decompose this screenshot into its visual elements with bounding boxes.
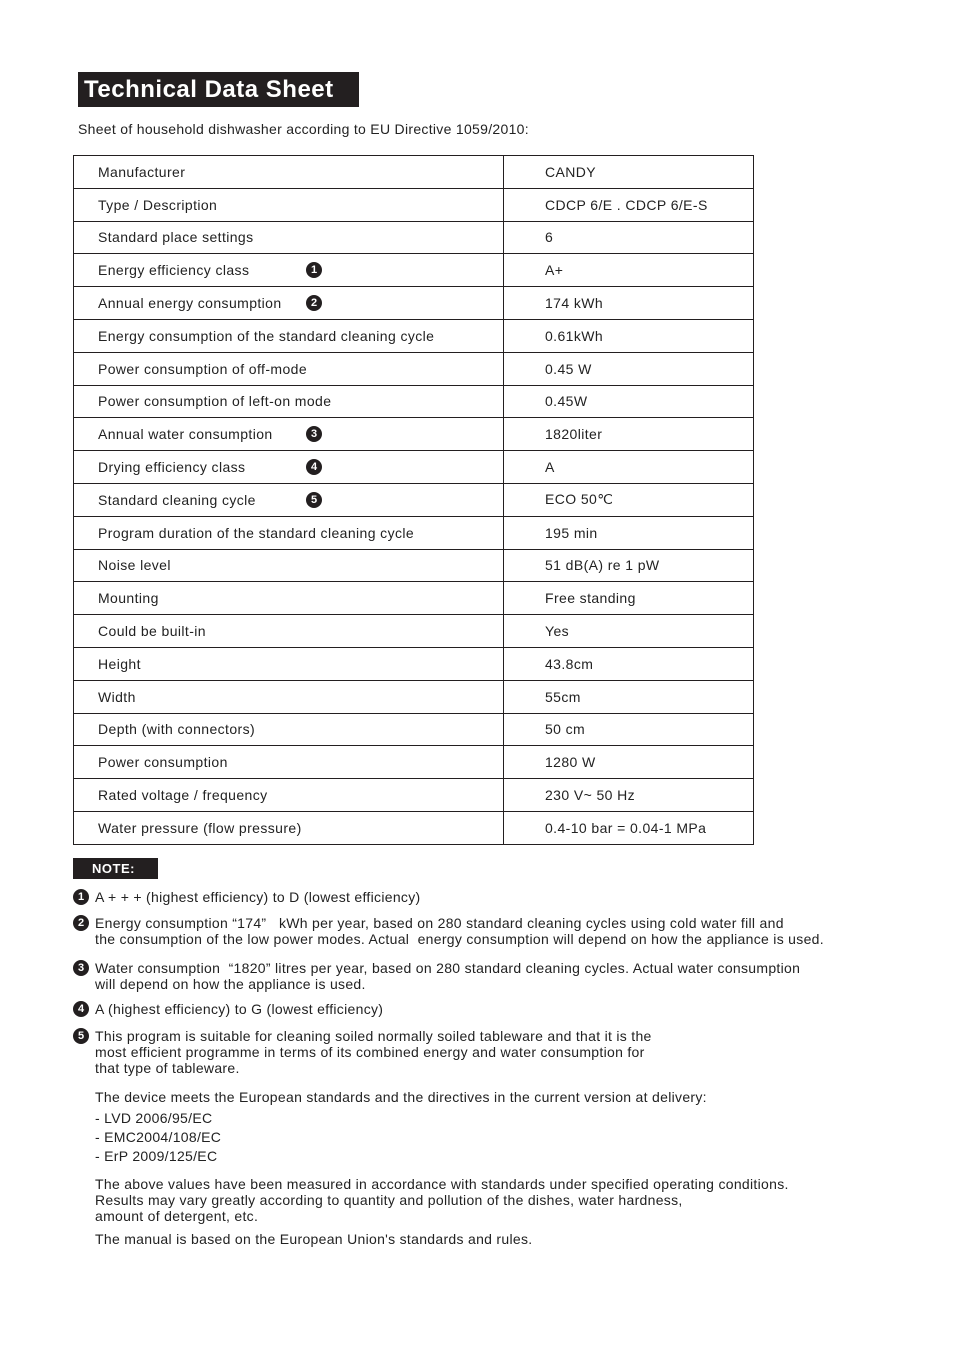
footnote-badge: 3 xyxy=(306,426,322,442)
spec-row xyxy=(74,549,754,582)
spec-label: Standard cleaning cycle xyxy=(98,491,256,508)
note-item xyxy=(73,960,800,992)
spec-value: 51 dB(A) re 1 pW xyxy=(504,549,754,582)
spec-value: 43.8cm xyxy=(504,647,754,680)
note-text xyxy=(95,915,824,947)
note-item xyxy=(73,1001,383,1017)
spec-label-cell xyxy=(74,483,504,516)
note-line: will depend on how the appliance is used. xyxy=(95,976,366,992)
spec-label-cell xyxy=(74,615,504,648)
spec-row xyxy=(74,156,754,189)
spec-label: Mounting xyxy=(98,590,159,607)
spec-value: 1280 W xyxy=(504,746,754,779)
spec-label: Drying efficiency class xyxy=(98,459,246,476)
footnote-badge: 1 xyxy=(306,262,322,278)
spec-label: Rated voltage / frequency xyxy=(98,787,268,804)
spec-row xyxy=(74,352,754,385)
disclaimer xyxy=(95,1176,789,1224)
spec-table xyxy=(73,155,754,845)
spec-label-cell xyxy=(74,156,504,189)
spec-label: Program duration of the standard cleaning cycle xyxy=(98,524,415,541)
spec-label-cell xyxy=(74,418,504,451)
spec-row xyxy=(74,779,754,812)
spec-label: Depth (with connectors) xyxy=(98,721,256,738)
spec-value: A+ xyxy=(504,254,754,287)
page-title: Technical Data Sheet xyxy=(78,72,359,107)
footnote-badge: 5 xyxy=(306,492,322,508)
spec-label-cell xyxy=(74,779,504,812)
spec-label-cell xyxy=(74,811,504,844)
spec-label-cell xyxy=(74,680,504,713)
spec-value: 0.61kWh xyxy=(504,319,754,352)
spec-label: Annual energy consumption xyxy=(98,295,282,312)
standards-block xyxy=(95,1089,707,1166)
footnote-badge: 1 xyxy=(73,889,89,905)
footer-note: The manual is based on the European Union's standards and rules. xyxy=(95,1231,533,1247)
page-subtitle: Sheet of household dishwasher according to EU Directive 1059/2010: xyxy=(78,121,529,137)
note-text xyxy=(95,889,420,905)
spec-label-cell xyxy=(74,385,504,418)
footnote-badge: 3 xyxy=(73,960,89,976)
note-item xyxy=(73,889,420,905)
spec-value: 0.45W xyxy=(504,385,754,418)
spec-label: Noise level xyxy=(98,557,171,574)
spec-value: Free standing xyxy=(504,582,754,615)
spec-label-cell xyxy=(74,549,504,582)
spec-value: 6 xyxy=(504,221,754,254)
note-item xyxy=(73,915,824,947)
spec-label: Energy consumption of the standard cleaning cycle xyxy=(98,327,435,344)
spec-row xyxy=(74,385,754,418)
spec-row xyxy=(74,615,754,648)
spec-label: Energy efficiency class xyxy=(98,262,250,279)
spec-label-cell xyxy=(74,647,504,680)
spec-label-cell xyxy=(74,713,504,746)
spec-label: Power consumption xyxy=(98,754,228,771)
footnote-badge: 4 xyxy=(306,459,322,475)
spec-label: Height xyxy=(98,655,141,672)
spec-label: Standard place settings xyxy=(98,229,254,246)
note-heading: NOTE: xyxy=(73,858,158,879)
spec-label: Type / Description xyxy=(98,196,218,213)
note-line: This program is suitable for cleaning soiled normally soiled tableware and that it is the xyxy=(95,1028,652,1044)
spec-row xyxy=(74,647,754,680)
spec-label: Manufacturer xyxy=(98,163,186,180)
spec-label: Water pressure (flow pressure) xyxy=(98,819,302,836)
spec-label-cell xyxy=(74,287,504,320)
spec-value: 230 V~ 50 Hz xyxy=(504,779,754,812)
standards-intro: The device meets the European standards and the directives in the current version at delivery: xyxy=(95,1089,707,1105)
spec-value: 55cm xyxy=(504,680,754,713)
spec-value: CANDY xyxy=(504,156,754,189)
spec-row xyxy=(74,582,754,615)
spec-row xyxy=(74,516,754,549)
note-line: the consumption of the low power modes. Actual energy consumption will depend on how the appliance is used. xyxy=(95,931,824,947)
disclaimer-line: Results may vary greatly according to quantity and pollution of the dishes, water hardness, xyxy=(95,1192,683,1208)
spec-label: Power consumption of off-mode xyxy=(98,360,308,377)
spec-label-cell xyxy=(74,352,504,385)
spec-row xyxy=(74,221,754,254)
spec-value: 0.4-10 bar = 0.04-1 MPa xyxy=(504,811,754,844)
note-text xyxy=(95,1028,652,1076)
spec-value: Yes xyxy=(504,615,754,648)
spec-row xyxy=(74,713,754,746)
note-line: A + + + (highest efficiency) to D (lowest efficiency) xyxy=(95,889,421,905)
spec-label: Power consumption of left-on mode xyxy=(98,393,332,410)
spec-label-cell xyxy=(74,254,504,287)
spec-label: Could be built-in xyxy=(98,623,206,640)
spec-label-cell xyxy=(74,451,504,484)
spec-value: CDCP 6/E . CDCP 6/E-S xyxy=(504,188,754,221)
standard-item: - LVD 2006/95/EC xyxy=(95,1110,213,1126)
standard-item: - ErP 2009/125/EC xyxy=(95,1148,218,1164)
footnote-badge: 5 xyxy=(73,1028,89,1044)
spec-row xyxy=(74,188,754,221)
spec-label-cell xyxy=(74,188,504,221)
spec-row xyxy=(74,254,754,287)
footnote-badge: 2 xyxy=(73,915,89,931)
note-line: that type of tableware. xyxy=(95,1060,240,1076)
note-line: A (highest efficiency) to G (lowest efficiency) xyxy=(95,1001,384,1017)
spec-row xyxy=(74,680,754,713)
spec-value: 0.45 W xyxy=(504,352,754,385)
spec-row xyxy=(74,418,754,451)
spec-value: 1820liter xyxy=(504,418,754,451)
note-text xyxy=(95,1001,383,1017)
note-line: most efficient programme in terms of its combined energy and water consumption for xyxy=(95,1044,645,1060)
disclaimer-line: The above values have been measured in accordance with standards under specified operating conditions. xyxy=(95,1176,789,1192)
spec-value: 50 cm xyxy=(504,713,754,746)
spec-label-cell xyxy=(74,516,504,549)
spec-row xyxy=(74,451,754,484)
note-text xyxy=(95,960,800,992)
spec-value: 174 kWh xyxy=(504,287,754,320)
spec-label: Annual water consumption xyxy=(98,426,273,443)
spec-label: Width xyxy=(98,688,136,705)
disclaimer-line: amount of detergent, etc. xyxy=(95,1208,259,1224)
spec-row xyxy=(74,483,754,516)
spec-label-cell xyxy=(74,319,504,352)
spec-row xyxy=(74,287,754,320)
spec-row xyxy=(74,811,754,844)
note-line: Water consumption “1820” litres per year, based on 280 standard cleaning cycles. Actual water consumption xyxy=(95,960,801,976)
note-item xyxy=(73,1028,652,1076)
spec-label-cell xyxy=(74,746,504,779)
spec-row xyxy=(74,746,754,779)
spec-value: 195 min xyxy=(504,516,754,549)
note-line: Energy consumption “174” kWh per year, based on 280 standard cleaning cycles using cold water fill and xyxy=(95,915,784,931)
footnote-badge: 4 xyxy=(73,1001,89,1017)
spec-row xyxy=(74,319,754,352)
footnote-badge: 2 xyxy=(306,295,322,311)
standard-item: - EMC2004/108/EC xyxy=(95,1129,222,1145)
spec-label-cell xyxy=(74,221,504,254)
spec-value: A xyxy=(504,451,754,484)
spec-value: ECO 50℃ xyxy=(504,483,754,516)
spec-label-cell xyxy=(74,582,504,615)
